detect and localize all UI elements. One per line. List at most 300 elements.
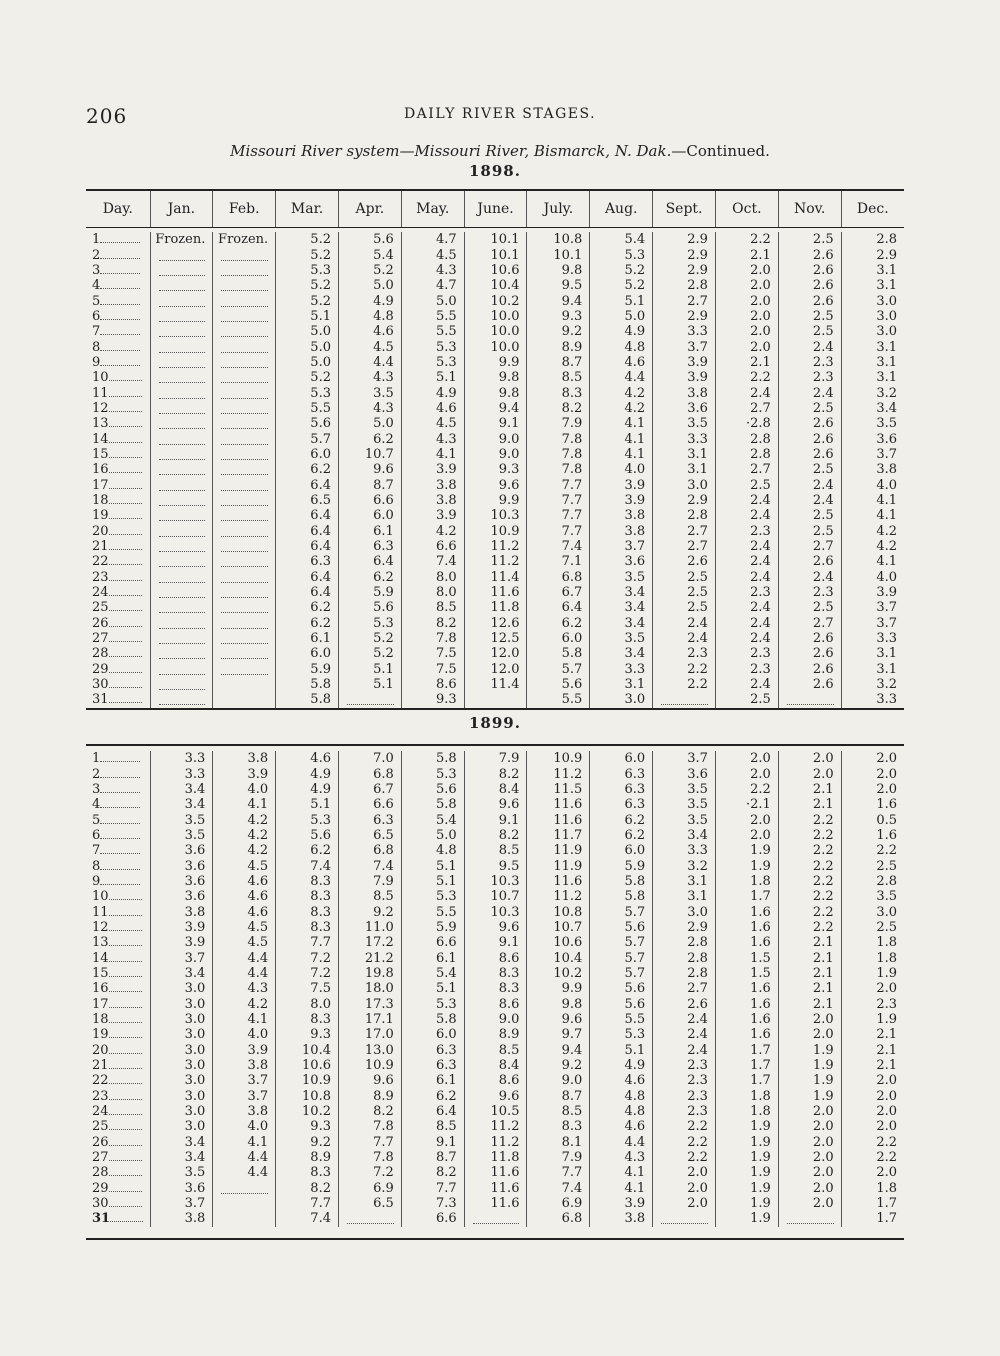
- stage-cell: 4.1: [401, 447, 464, 462]
- stage-cell: 5.0: [276, 324, 339, 339]
- stage-cell: 2.7: [653, 293, 716, 308]
- stage-cell: 4.3: [590, 1150, 653, 1165]
- day-cell: [86, 812, 150, 827]
- stage-cell: 3.3: [653, 324, 716, 339]
- stage-cell: 2.2: [778, 920, 841, 935]
- dot-leader: [109, 386, 142, 397]
- stage-cell: [653, 1211, 716, 1226]
- stage-cell: [213, 293, 276, 308]
- blank-leader: [221, 648, 268, 659]
- stage-cell: 8.3: [276, 904, 339, 919]
- stage-cell: [150, 263, 213, 278]
- stage-cell: 3.0: [590, 692, 653, 707]
- dot-leader: [109, 401, 142, 412]
- stage-cell: 5.1: [401, 874, 464, 889]
- stage-cell: [150, 370, 213, 385]
- stage-cell: 3.1: [841, 646, 904, 661]
- stage-cell: 1.9: [715, 858, 778, 873]
- stage-cell: 2.0: [778, 1119, 841, 1134]
- stage-cell: 8.4: [464, 782, 527, 797]
- stage-cell: 7.4: [338, 858, 401, 873]
- stage-cell: 17.0: [338, 1027, 401, 1042]
- blank-leader: [159, 326, 206, 337]
- day-cell: [86, 478, 150, 493]
- day-cell: [86, 385, 150, 400]
- dot-leader: [100, 355, 140, 366]
- stage-cell: 6.2: [527, 616, 590, 631]
- stage-cell: 2.3: [653, 1058, 716, 1073]
- stage-cell: 3.4: [841, 401, 904, 416]
- table-row: [86, 935, 904, 950]
- stage-cell: 3.7: [653, 339, 716, 354]
- stage-cell: 21.2: [338, 950, 401, 965]
- stage-cell: 6.2: [338, 431, 401, 446]
- stage-cell: 5.0: [401, 293, 464, 308]
- stage-cell: 3.6: [150, 874, 213, 889]
- stage-cell: 5.7: [590, 935, 653, 950]
- column-header: Sept.: [653, 191, 716, 227]
- stage-cell: 2.5: [778, 401, 841, 416]
- stage-cell: 5.8: [527, 646, 590, 661]
- day-cell: [86, 263, 150, 278]
- day-number: 20: [92, 1042, 109, 1058]
- stage-cell: 2.0: [778, 1150, 841, 1165]
- stage-cell: 3.4: [590, 600, 653, 615]
- stage-cell: 1.5: [715, 966, 778, 981]
- stage-cell: 5.8: [276, 692, 339, 707]
- stage-cell: 7.8: [338, 1150, 401, 1165]
- dot-leader: [109, 692, 142, 703]
- stage-cell: [150, 339, 213, 354]
- stage-cell: 5.0: [276, 355, 339, 370]
- blank-leader: [159, 250, 206, 261]
- day-cell: [86, 843, 150, 858]
- stage-cell: 6.3: [338, 539, 401, 554]
- day-cell: [86, 797, 150, 812]
- stage-cell: 1.6: [715, 1012, 778, 1027]
- stage-cell: 2.0: [715, 766, 778, 781]
- stage-cell: 3.0: [150, 1043, 213, 1058]
- stage-cell: 8.3: [464, 981, 527, 996]
- blank-leader: [159, 633, 206, 644]
- day-number: 3: [92, 781, 101, 797]
- stage-cell: 6.8: [527, 570, 590, 585]
- blank-leader: [221, 572, 268, 583]
- stage-cell: 2.5: [715, 478, 778, 493]
- stage-cell: 2.4: [715, 385, 778, 400]
- stage-cell: 10.2: [276, 1104, 339, 1119]
- stage-cell: 5.9: [276, 662, 339, 677]
- day-number: 1: [92, 751, 101, 767]
- stage-cell: 3.3: [653, 843, 716, 858]
- stage-cell: 2.0: [841, 766, 904, 781]
- stage-cell: 6.3: [338, 812, 401, 827]
- stage-cell: 3.9: [213, 1043, 276, 1058]
- stage-cell: 2.7: [715, 462, 778, 477]
- stage-cell: 2.2: [778, 858, 841, 873]
- stage-cell: 2.7: [653, 981, 716, 996]
- stage-cell: 3.0: [150, 997, 213, 1012]
- stage-cell: 4.1: [213, 797, 276, 812]
- stage-cell: 2.6: [778, 263, 841, 278]
- stage-cell: 3.7: [841, 600, 904, 615]
- stage-cell: 3.1: [841, 339, 904, 354]
- stage-cell: 9.0: [527, 1073, 590, 1088]
- stage-cell: 3.6: [150, 843, 213, 858]
- stage-cell: 4.2: [213, 828, 276, 843]
- dot-leader: [109, 677, 142, 688]
- stage-cell: 2.0: [715, 812, 778, 827]
- stage-cell: 2.9: [841, 247, 904, 262]
- stage-cell: 3.4: [150, 782, 213, 797]
- stage-cell: 2.3: [653, 1089, 716, 1104]
- stage-cell: 2.9: [653, 920, 716, 935]
- stage-cell: 1.6: [715, 904, 778, 919]
- stage-cell: 3.9: [150, 920, 213, 935]
- day-number: 15: [92, 965, 109, 981]
- blank-leader: [221, 388, 268, 399]
- blank-leader: [221, 326, 268, 337]
- stage-cell: [150, 570, 213, 585]
- stage-cell: [213, 570, 276, 585]
- stage-cell: 5.8: [401, 751, 464, 766]
- day-cell: [86, 1043, 150, 1058]
- stage-cell: 3.7: [841, 616, 904, 631]
- day-cell: [86, 677, 150, 692]
- stage-cell: 4.3: [401, 263, 464, 278]
- stage-cell: 5.2: [276, 370, 339, 385]
- stage-cell: 8.7: [527, 1089, 590, 1104]
- stage-cell: 10.0: [464, 324, 527, 339]
- blank-leader: [221, 526, 268, 537]
- day-number: 22: [92, 554, 109, 570]
- stage-cell: 1.7: [715, 1058, 778, 1073]
- stage-cell: 2.0: [778, 766, 841, 781]
- stage-cell: 6.6: [401, 935, 464, 950]
- stage-cell: 9.6: [464, 478, 527, 493]
- stage-cell: 4.6: [276, 751, 339, 766]
- stage-cell: 1.8: [841, 950, 904, 965]
- day-number: 4: [92, 797, 101, 813]
- stage-cell: 9.1: [401, 1135, 464, 1150]
- stage-cell: 3.1: [841, 355, 904, 370]
- blank-leader: [221, 602, 268, 613]
- stage-cell: 3.7: [841, 447, 904, 462]
- stage-cell: 2.4: [715, 600, 778, 615]
- stage-cell: 8.3: [464, 966, 527, 981]
- stage-cell: 7.7: [527, 524, 590, 539]
- stage-cell: 6.9: [338, 1181, 401, 1196]
- day-cell: [86, 1027, 150, 1042]
- stage-cell: 2.8: [715, 431, 778, 446]
- stage-cell: 5.3: [276, 385, 339, 400]
- table-row: [86, 828, 904, 843]
- stage-cell: [213, 662, 276, 677]
- stage-cell: 9.3: [276, 1027, 339, 1042]
- dot-leader: [109, 554, 142, 565]
- stage-cell: Frozen.: [213, 232, 276, 247]
- stage-cell: 4.0: [213, 1119, 276, 1134]
- blank-leader: [347, 694, 394, 705]
- day-cell: [86, 981, 150, 996]
- stage-cell: 1.9: [841, 966, 904, 981]
- stage-cell: 4.5: [213, 858, 276, 873]
- stage-cell: [213, 631, 276, 646]
- stage-cell: 6.1: [401, 950, 464, 965]
- table-row: [86, 874, 904, 889]
- table-row: [86, 539, 904, 554]
- stage-cell: 2.2: [653, 1150, 716, 1165]
- stage-cell: 5.8: [276, 677, 339, 692]
- stage-cell: [213, 600, 276, 615]
- stage-cell: 9.6: [338, 1073, 401, 1088]
- table-row: [86, 751, 904, 766]
- stage-cell: 5.2: [338, 631, 401, 646]
- stage-cell: 2.2: [778, 904, 841, 919]
- day-cell: [86, 646, 150, 661]
- day-number: 9: [92, 354, 101, 370]
- day-number: 12: [92, 400, 109, 416]
- stage-cell: 17.3: [338, 997, 401, 1012]
- blank-leader: [221, 342, 268, 353]
- blank-leader: [159, 556, 206, 567]
- stage-cell: 2.5: [841, 920, 904, 935]
- table-row: [86, 309, 904, 324]
- day-cell: [86, 889, 150, 904]
- table-row: [86, 478, 904, 493]
- blank-leader: [159, 296, 206, 307]
- stage-cell: 5.3: [401, 339, 464, 354]
- stage-cell: 10.9: [276, 1073, 339, 1088]
- stage-cell: 4.0: [213, 1027, 276, 1042]
- page-number: 206: [86, 104, 128, 128]
- stage-cell: 10.4: [464, 278, 527, 293]
- stage-cell: 7.8: [338, 1119, 401, 1134]
- stage-cell: 1.5: [715, 950, 778, 965]
- stage-cell: 9.1: [464, 935, 527, 950]
- stage-cell: 11.4: [464, 570, 527, 585]
- day-number: 26: [92, 615, 109, 631]
- dot-leader: [100, 813, 140, 824]
- dot-leader: [109, 1027, 142, 1038]
- stage-cell: 2.9: [653, 309, 716, 324]
- dot-leader: [109, 997, 142, 1008]
- stage-cell: 2.8: [653, 950, 716, 965]
- stage-cell: 2.5: [778, 462, 841, 477]
- table-caption: [0, 142, 1000, 160]
- stage-cell: 2.8: [653, 508, 716, 523]
- day-cell: [86, 462, 150, 477]
- stage-cell: 5.4: [338, 247, 401, 262]
- stage-cell: 11.7: [527, 828, 590, 843]
- stage-cell: 6.2: [590, 812, 653, 827]
- stage-cell: 11.6: [527, 812, 590, 827]
- stage-cell: 3.1: [653, 889, 716, 904]
- stage-cell: 2.9: [653, 232, 716, 247]
- table-row: [86, 782, 904, 797]
- stage-cell: 4.0: [841, 570, 904, 585]
- stage-cell: 5.6: [401, 782, 464, 797]
- stage-cell: 7.3: [401, 1196, 464, 1211]
- stage-cell: 2.1: [715, 247, 778, 262]
- stage-cell: 2.0: [778, 1027, 841, 1042]
- stage-cell: 9.8: [527, 997, 590, 1012]
- stage-cell: 7.8: [527, 447, 590, 462]
- stage-cell: 1.9: [715, 1150, 778, 1165]
- day-number: 19: [92, 1027, 109, 1043]
- stage-cell: 1.8: [841, 935, 904, 950]
- stage-cell: 4.2: [841, 539, 904, 554]
- stage-cell: 4.8: [590, 1104, 653, 1119]
- blank-leader: [661, 694, 708, 705]
- blank-leader: [159, 495, 206, 506]
- stage-cell: 2.0: [778, 751, 841, 766]
- day-number: 14: [92, 950, 109, 966]
- stage-cell: [464, 1211, 527, 1226]
- stage-cell: 2.0: [715, 751, 778, 766]
- dot-leader: [100, 232, 140, 243]
- day-cell: [86, 1073, 150, 1088]
- stage-cell: 2.6: [778, 554, 841, 569]
- day-cell: [86, 997, 150, 1012]
- dot-leader: [109, 1073, 142, 1084]
- stage-cell: 2.6: [778, 247, 841, 262]
- dot-leader: [109, 432, 142, 443]
- stage-cell: 7.2: [276, 950, 339, 965]
- stage-cell: 2.4: [653, 1012, 716, 1027]
- blank-leader: [221, 464, 268, 475]
- stage-cell: 5.0: [590, 309, 653, 324]
- stage-cell: 2.6: [778, 677, 841, 692]
- stage-cell: 11.0: [338, 920, 401, 935]
- stage-cell: 19.8: [338, 966, 401, 981]
- stage-cell: 2.0: [778, 1196, 841, 1211]
- dot-leader: [100, 782, 140, 793]
- stage-cell: [213, 247, 276, 262]
- stage-cell: 10.4: [276, 1043, 339, 1058]
- stage-cell: 2.0: [778, 1104, 841, 1119]
- stage-cell: 3.7: [150, 1196, 213, 1211]
- day-cell: [86, 874, 150, 889]
- stage-cell: 9.7: [527, 1027, 590, 1042]
- stage-cell: 3.6: [590, 554, 653, 569]
- blank-leader: [221, 480, 268, 491]
- stage-cell: 7.9: [338, 874, 401, 889]
- stage-cell: 2.3: [715, 585, 778, 600]
- stage-cell: 2.2: [653, 662, 716, 677]
- blank-leader: [159, 418, 206, 429]
- day-cell: [86, 370, 150, 385]
- stage-cell: 7.4: [276, 858, 339, 873]
- stage-cell: 5.7: [527, 662, 590, 677]
- stage-cell: 2.7: [778, 616, 841, 631]
- stage-cell: [778, 692, 841, 707]
- stage-cell: [213, 1211, 276, 1226]
- stage-cell: 2.1: [841, 1043, 904, 1058]
- stage-cell: 6.4: [276, 585, 339, 600]
- stage-cell: 2.8: [841, 232, 904, 247]
- stage-cell: 2.6: [778, 646, 841, 661]
- stage-cell: 2.1: [778, 797, 841, 812]
- stage-cell: 3.4: [150, 797, 213, 812]
- stage-cell: 4.8: [338, 309, 401, 324]
- stage-cell: 9.5: [527, 278, 590, 293]
- blank-leader: [159, 342, 206, 353]
- stage-cell: 3.3: [150, 766, 213, 781]
- stage-cell: 3.0: [841, 309, 904, 324]
- stage-cell: 5.5: [401, 309, 464, 324]
- stage-cell: 6.5: [276, 493, 339, 508]
- day-number: 13: [92, 416, 109, 432]
- stage-cell: 2.5: [778, 524, 841, 539]
- stage-cell: 2.1: [778, 997, 841, 1012]
- dot-leader: [100, 828, 140, 839]
- stage-cell: 2.4: [778, 385, 841, 400]
- stage-cell: 1.7: [715, 1043, 778, 1058]
- stage-cell: 9.0: [464, 447, 527, 462]
- stage-cell: 7.2: [276, 966, 339, 981]
- day-number: 18: [92, 493, 109, 509]
- day-number: 25: [92, 600, 109, 616]
- table-row: [86, 278, 904, 293]
- stage-cell: 7.8: [527, 462, 590, 477]
- dot-leader: [109, 1135, 142, 1146]
- stage-cell: 3.4: [150, 1150, 213, 1165]
- stage-cell: 7.4: [401, 554, 464, 569]
- dot-leader: [109, 539, 142, 550]
- stage-cell: 5.3: [401, 889, 464, 904]
- stage-cell: 1.9: [715, 1165, 778, 1180]
- stage-cell: 2.1: [715, 355, 778, 370]
- stage-cell: 3.8: [150, 904, 213, 919]
- stage-cell: 10.7: [338, 447, 401, 462]
- stage-cell: 4.5: [401, 247, 464, 262]
- day-number: 5: [92, 293, 101, 309]
- stage-cell: 2.3: [715, 662, 778, 677]
- dot-leader: [109, 1089, 142, 1100]
- stage-cell: 2.4: [778, 570, 841, 585]
- stage-cell: 2.0: [778, 1012, 841, 1027]
- day-cell: [86, 585, 150, 600]
- stage-cell: 9.4: [527, 1043, 590, 1058]
- stage-cell: 10.8: [527, 904, 590, 919]
- stage-cell: 11.2: [464, 1119, 527, 1134]
- blank-leader: [159, 388, 206, 399]
- stage-cell: 10.3: [464, 874, 527, 889]
- blank-leader: [159, 541, 206, 552]
- stage-cell: [150, 692, 213, 707]
- table-row: [86, 493, 904, 508]
- stage-cell: [150, 324, 213, 339]
- stage-cell: 5.6: [276, 416, 339, 431]
- stage-cell: 2.5: [841, 858, 904, 873]
- stage-cell: 3.2: [841, 677, 904, 692]
- dot-leader: [109, 1181, 142, 1192]
- dot-leader: [109, 462, 142, 473]
- stage-cell: 10.9: [527, 751, 590, 766]
- stage-cell: 9.1: [464, 812, 527, 827]
- stage-cell: 11.6: [527, 797, 590, 812]
- table-row: [86, 370, 904, 385]
- stage-cell: [150, 662, 213, 677]
- day-number: 28: [92, 646, 109, 662]
- table-row: [86, 646, 904, 661]
- stage-cell: 2.8: [841, 874, 904, 889]
- stage-cell: [150, 385, 213, 400]
- stage-cell: 5.3: [401, 997, 464, 1012]
- stage-cell: 3.9: [653, 370, 716, 385]
- stage-cell: 7.7: [527, 478, 590, 493]
